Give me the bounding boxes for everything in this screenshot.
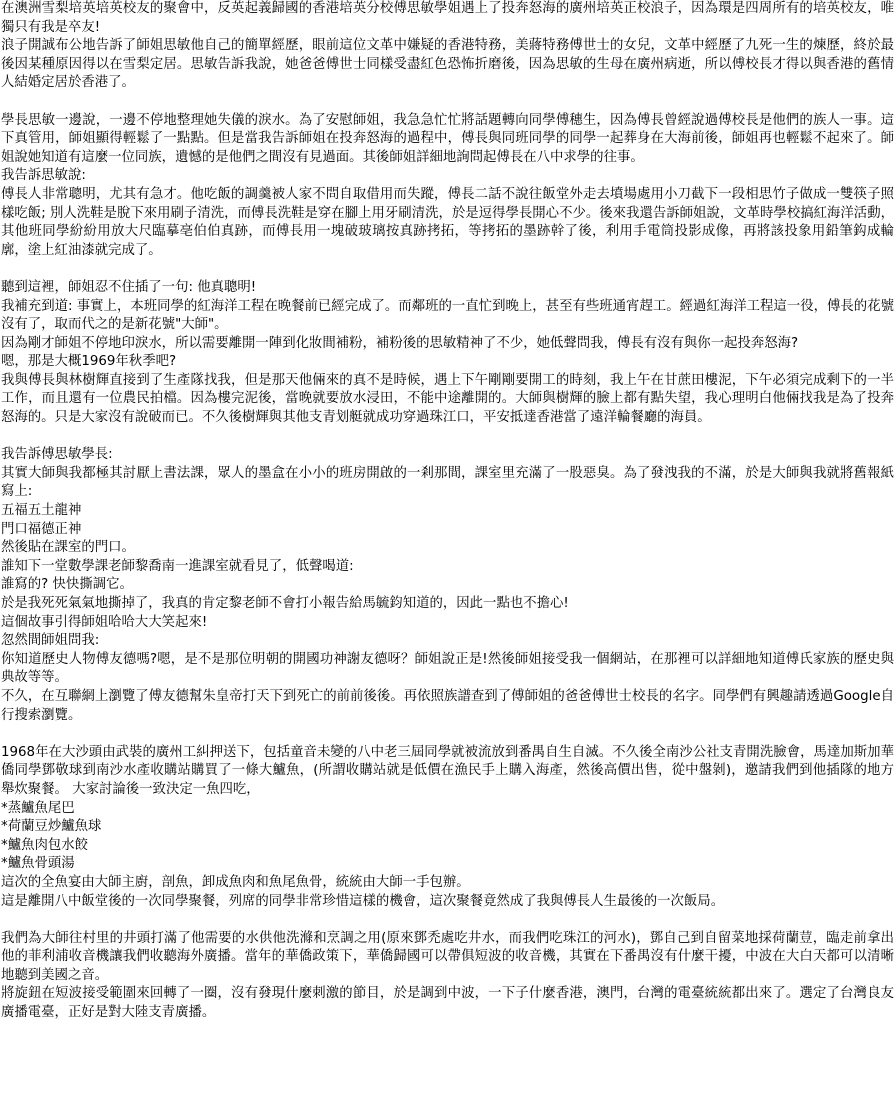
paragraph: 門口福德正神 <box>1 521 82 537</box>
paragraph: 忽然間師姐問我: <box>1 633 100 649</box>
paragraph: 我們為大師往村里的井頭打滿了他需要的水供他洗滌和烹調之用(原來鄧禿處吃井水，而我們吃珠江的河水)，鄧自己到自留菜地採荷蘭荳，臨走前拿出他的菲利浦收音機讓我們收聽海外廣播。當年的華僑政策下，華僑歸國可以帶俱短波的收音機，其實在下番禺沒有什麼干擾，中波在大白天都可以清晰地聽到美國之音。 <box>1 930 894 983</box>
paragraph: 聽到這裡，師姐忍不住插了一句: 他真聰明! <box>1 279 257 295</box>
paragraph: 在澳洲雪梨培英培英校友的聚會中，反英起義歸國的香港培英分校傅思敏學姐遇上了投奔怒海的廣州培英正校浪子，因為環是四周所有的培英校友，唯獨只有我是卒友! <box>1 1 894 35</box>
paragraph: 我補充到道: 事實上，本班同學的紅海洋工程在晚餐前已經完成了。而鄰班的一直忙到晚上，甚至有些班通宵趕工。經過紅海洋工程這一役，傅長的花號沒有了，取而代之的是新花號"大師"。 <box>1 298 894 333</box>
paragraph: *蒸鱸魚尾巴 <box>1 800 75 816</box>
paragraph: 你知道歷史人物傅友德嗎?嗯，是不是那位明朝的開國功神謝友德呀？師姐說正是!然後師姐接受我一個網站，在那裡可以詳細地知道傅氏家族的歷史與典故等等。 <box>1 651 894 686</box>
blank-line <box>1 725 894 744</box>
paragraph: 誰寫的? 快快撕調它。 <box>1 577 133 593</box>
paragraph: 1968年在大沙頭由武裝的廣州工糾押送下，包括童音未變的八中老三屆同學就被流放到番禺自生自滅。不久後全南沙公社支青開洗臉會，馬達加斯加華僑同學鄧敬球到南沙水產收購站購買了一條大鱸魚，(所謂收購站就是低價在漁民手上購入海產，然後高價出售，從中盤剝)，邀請我們到他插隊的地方舉炊聚餐。 大家討論後一致決定一魚四吃， <box>1 744 894 797</box>
paragraph: 嗯，那是大概1969年秋季吧? <box>1 354 177 370</box>
blank-line <box>1 428 894 447</box>
paragraph: 學長思敏一邊說，一邊不停地整理她失儀的淚水。為了安慰師姐，我急急忙忙將話題轉向同學傅穗生，因為傅長曾經說過傅校長是他們的族人一事。這下真管用，師姐顯得輕鬆了一點點。但是當我告訴師姐在投奔怒海的過程中，傅長與同班同學的同學一起葬身在大海前後，師姐再也輕鬆不起來了。師姐說她知道有這麼一位同族，遺憾的是他們之間沒有見過面。其後師姐詳細地詢問起傅長在八中求學的往事。 <box>1 112 894 165</box>
paragraph: 於是我死死氣氣地撕掉了，我真的肯定黎老師不會打小報告給馬毓鈞知道的，因此一點也不擔心! <box>1 596 569 611</box>
paragraph: 將旋鈕在短波接受範圍來回轉了一圈，沒有發現什麼刺激的節目，於是調到中波，一下子什麼香港，澳門，台灣的電臺統統都出來了。選定了台灣良友廣播電臺，正好是對大陸支青廣播。 <box>1 986 894 1021</box>
paragraph: 我告訴傅思敏學長: <box>1 447 113 463</box>
paragraph: 五福五土龍神 <box>1 503 82 519</box>
paragraph: 誰知下一堂數學課老師黎喬南一進課室就看見了，低聲喝道: <box>1 558 354 574</box>
paragraph: 然後貼在課室的門口。 <box>1 540 135 556</box>
blank-line <box>1 911 894 930</box>
paragraph: 這是離開八中飯堂後的一次同學聚餐，列席的同學非常珍惜這樣的機會，這次聚餐竟然成了我與傅長人生最後的一次飯局。 <box>1 893 725 909</box>
paragraph: *荷蘭豆炒鱸魚球 <box>1 819 102 835</box>
paragraph: 這個故事引得師姐哈哈大大笑起來! <box>1 614 208 630</box>
blank-line <box>1 260 894 279</box>
paragraph: 這次的全魚宴由大師主廚，剖魚，卸成魚肉和魚尾魚骨，統統由大師一手包辦。 <box>1 874 470 890</box>
paragraph: 我告訴思敏說: <box>1 168 86 184</box>
paragraph: *鱸魚骨頭湯 <box>1 856 75 872</box>
paragraph: 浪子開誠布公地告訴了師姐思敏他自己的簡單經歷，眼前這位文革中嫌疑的香港特務，美蔣特務傅世士的女兒，文革中經歷了九死一生的煉歷，終於最後因某種原因得以在雪梨定居。思敏告訴我說，她爸爸傅世士同樣受盡紅色恐怖折磨後，因為思敏的生母在廣州病逝，所以傅校長才得以與香港的舊情人結婚定居於香港了。 <box>1 38 894 91</box>
paragraph: 其實大師與我都極其討厭上書法課，眾人的墨盒在小小的班房開啟的一剎那間，課室里充滿了一股惡臭。為了發洩我的不滿，於是大師與我就將舊報紙寫上: <box>1 465 894 500</box>
paragraph: 我與傅長與林樹輝直接到了生產隊找我，但是那天他倆來的真不是時候，遇上下午剛剛要開工的時刻，我上午在甘蔗田樓泥，下午必須完成剩下的一半工作，而且還有一位農民拍檔。因為樓完泥後，當晚就要放水浸田，不能中途離開的。大師與樹輝的臉上都有點失望，我心理明白他倆找我是為了投奔怒海的。只是大家沒有說破而已。不久後樹輝與其他支青划艇就成功穿過珠江口，平安抵達香港當了遠洋輪餐廳的海員。 <box>1 372 894 426</box>
paragraph: 不久，在互聯網上瀏覽了傅友德幫朱皇帝打天下到死亡的前前後後。再依照族譜查到了傅師姐的爸爸傅世士校長的名字。同學們有興趣請透過Google自行搜索瀏覽。 <box>1 688 894 723</box>
paragraph: 傅長人非常聰明，尤其有急才。他吃飯的調羹被人家不問自取借用而失蹤，傅長二話不說往飯堂外走去墳場處用小刀截下一段相思竹子做成一雙筷子照樣吃飯; 別人洗鞋是脫下來用刷子清洗，而傅長洗鞋是穿在腳上用牙刷清洗，於是逗得學長開心不少。後來我還告訴師姐說，文革時學校搞紅海洋活動，其他班同學紛紛用放大尺臨摹亳伯伯真跡，而傅長用一塊破玻璃按真跡拷拓，等拷拓的墨跡幹了後，利用手電筒投影成像，再將該投象用鉛筆鈎成輪廓，塗上紅油漆就完成了。 <box>1 186 894 258</box>
paragraph: 因為剛才師姐不停地印淚水，所以需要離開一陣到化妝間補粉，補粉後的思敏精神了不少，她低聲問我，傅長有沒有與你一起投奔怒海? <box>1 335 799 351</box>
blank-line <box>1 93 894 112</box>
paragraph: *鱸魚肉包水餃 <box>1 837 89 853</box>
